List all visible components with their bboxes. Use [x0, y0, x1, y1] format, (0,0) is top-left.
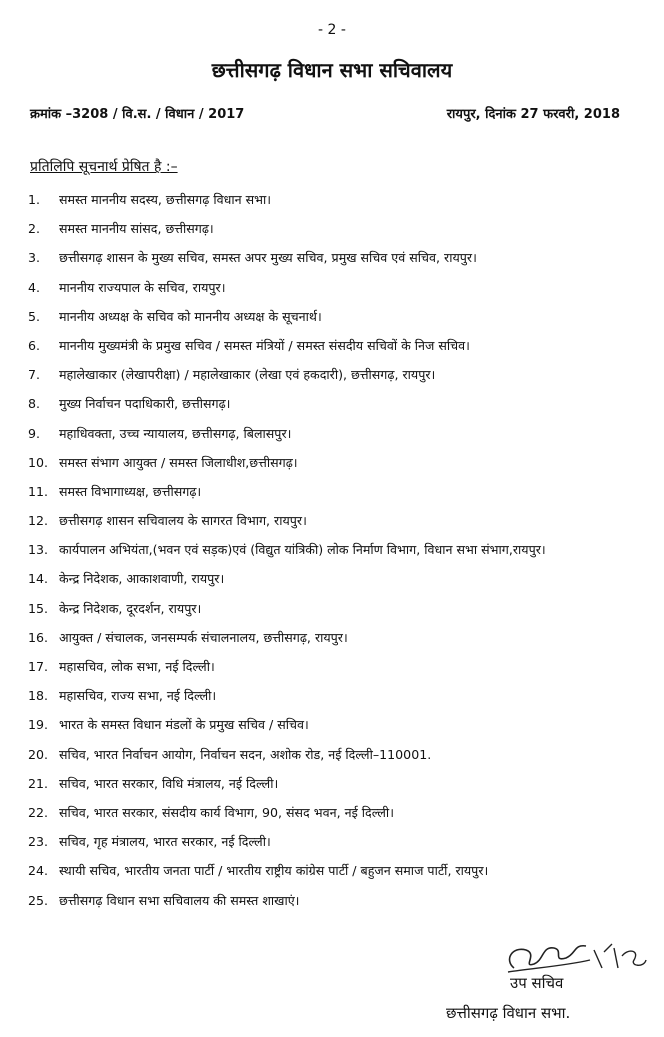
recipient-item — [28, 482, 648, 511]
recipient-number: 19. — [28, 717, 49, 733]
recipient-number: 14. — [28, 571, 49, 587]
recipient-number: 20. — [28, 746, 49, 762]
recipient-text: समस्त संभाग आयुक्त / समस्त जिलाधीश,छत्तीसगढ़। — [59, 454, 298, 470]
recipient-item — [28, 540, 648, 569]
recipient-item — [28, 745, 648, 774]
recipient-number: 11. — [28, 483, 49, 499]
recipient-text: सचिव, गृह मंत्रालय, भारत सरकार, नई दिल्ली। — [59, 834, 271, 850]
recipient-text: समस्त माननीय सांसद, छत्तीसगढ़। — [59, 221, 214, 237]
recipient-item — [28, 307, 648, 336]
recipient-text: महाधिवक्ता, उच्च न्यायालय, छत्तीसगढ़, बिलासपुर। — [59, 425, 292, 441]
recipient-item — [28, 803, 648, 832]
document-header-title: छत्तीसगढ़ विधान सभा सचिवालय — [211, 58, 453, 82]
recipient-text: समस्त माननीय सदस्य, छत्तीसगढ़ विधान सभा। — [59, 192, 272, 207]
signatory-office: छत्तीसगढ़ विधान सभा. — [446, 1004, 571, 1022]
recipient-number: 3. — [28, 250, 41, 266]
recipient-number: 16. — [28, 629, 49, 645]
recipient-item — [28, 599, 648, 628]
recipient-number: 4. — [28, 279, 41, 295]
recipient-text: आयुक्त / संचालक, जनसम्पर्क संचालनालय, छत्तीसगढ़, रायपुर। — [59, 629, 348, 645]
recipient-text: केन्द्र निदेशक, दूरदर्शन, रायपुर। — [59, 600, 202, 616]
recipient-number: 1. — [28, 192, 41, 207]
recipient-text: छत्तीसगढ़ विधान सभा सचिवालय की समस्त शाखाएं। — [59, 892, 300, 908]
recipient-item — [28, 336, 648, 365]
recipient-item — [28, 628, 648, 657]
recipient-item — [28, 424, 648, 453]
recipient-number: 18. — [28, 688, 49, 704]
recipient-text: मुख्य निर्वाचन पदाधिकारी, छत्तीसगढ़। — [59, 396, 231, 412]
recipient-text: स्थायी सचिव, भारतीय जनता पार्टी / भारतीय राष्ट्रीय कांग्रेस पार्टी / बहुजन समाज पार्टी, रायपुर। — [59, 863, 489, 879]
recipient-list — [28, 190, 648, 920]
recipient-text: माननीय राज्यपाल के सचिव, रायपुर। — [59, 279, 226, 295]
recipient-number: 15. — [28, 600, 49, 616]
recipient-number: 21. — [28, 775, 49, 791]
recipient-text: माननीय अध्यक्ष के सचिव को माननीय अध्यक्ष के सूचनार्थ। — [59, 308, 322, 324]
recipient-text: भारत के समस्त विधान मंडलों के प्रमुख सचिव / सचिव। — [59, 717, 309, 733]
recipient-text: छत्तीसगढ़ शासन सचिवालय के सागरत विभाग, रायपुर। — [59, 513, 307, 529]
recipient-text: कार्यपालन अभियंता,(भवन एवं सड़क)एवं (विद्युत यांत्रिकी) लोक निर्माण विभाग, विधान सभा संभाग,रायपुर। — [59, 542, 546, 558]
recipient-number: 5. — [28, 308, 41, 324]
recipient-text: महासचिव, लोक सभा, नई दिल्ली। — [59, 659, 215, 674]
recipient-text: माननीय मुख्यमंत्री के प्रमुख सचिव / समस्त मंत्रियों / समस्त संसदीय सचिवों के निज सचिव। — [59, 337, 470, 353]
recipient-item — [28, 891, 648, 920]
recipient-item — [28, 248, 648, 277]
page-number: - 2 - — [318, 22, 346, 38]
recipient-number: 12. — [28, 513, 49, 529]
copy-to-heading: प्रतिलिपि सूचनार्थ प्रेषित है :– — [30, 159, 178, 175]
recipient-text: महालेखाकार (लेखापरीक्षा) / महालेखाकार (लेखा एवं हकदारी), छत्तीसगढ़, रायपुर। — [59, 367, 436, 383]
recipient-item — [28, 715, 648, 744]
recipient-number: 6. — [28, 337, 41, 353]
recipient-number: 2. — [28, 221, 41, 237]
recipient-item — [28, 219, 648, 248]
recipient-item — [28, 774, 648, 803]
reference-place-date: रायपुर, दिनांक 27 फरवरी, 2018 — [446, 107, 620, 122]
recipient-item — [28, 832, 648, 861]
recipient-item — [28, 657, 648, 686]
recipient-number: 9. — [28, 425, 41, 441]
recipient-item — [28, 569, 648, 598]
recipient-item — [28, 365, 648, 394]
recipient-item — [28, 861, 648, 890]
recipient-text: सचिव, भारत निर्वाचन आयोग, निर्वाचन सदन, अशोक रोड, नई दिल्ली–110001. — [59, 746, 432, 762]
recipient-item — [28, 394, 648, 423]
recipient-text: केन्द्र निदेशक, आकाशवाणी, रायपुर। — [59, 571, 225, 587]
recipient-number: 23. — [28, 834, 49, 850]
recipient-number: 7. — [28, 367, 41, 383]
recipient-item — [28, 190, 648, 219]
signatory-title: उप सचिव — [510, 974, 564, 992]
recipient-number: 17. — [28, 659, 49, 674]
recipient-item — [28, 453, 648, 482]
recipient-text: सचिव, भारत सरकार, विधि मंत्रालय, नई दिल्ली। — [59, 775, 279, 791]
recipient-item — [28, 278, 648, 307]
recipient-text: महासचिव, राज्य सभा, नई दिल्ली। — [59, 688, 217, 704]
recipient-text: समस्त विभागाध्यक्ष, छत्तीसगढ़। — [59, 483, 202, 499]
recipient-item — [28, 686, 648, 715]
recipient-number: 8. — [28, 396, 41, 412]
recipient-number: 10. — [28, 454, 49, 470]
recipient-number: 25. — [28, 892, 49, 908]
recipient-text: छत्तीसगढ़ शासन के मुख्य सचिव, समस्त अपर मुख्य सचिव, प्रमुख सचिव एवं सचिव, रायपुर। — [59, 250, 477, 266]
recipient-number: 13. — [28, 542, 49, 558]
reference-number: क्रमांक –3208 / वि.स. / विधान / 2017 — [30, 107, 245, 122]
recipient-number: 22. — [28, 804, 49, 820]
recipient-text: सचिव, भारत सरकार, संसदीय कार्य विभाग, 90, संसद भवन, नई दिल्ली। — [59, 804, 394, 820]
recipient-item — [28, 511, 648, 540]
recipient-number: 24. — [28, 863, 49, 879]
